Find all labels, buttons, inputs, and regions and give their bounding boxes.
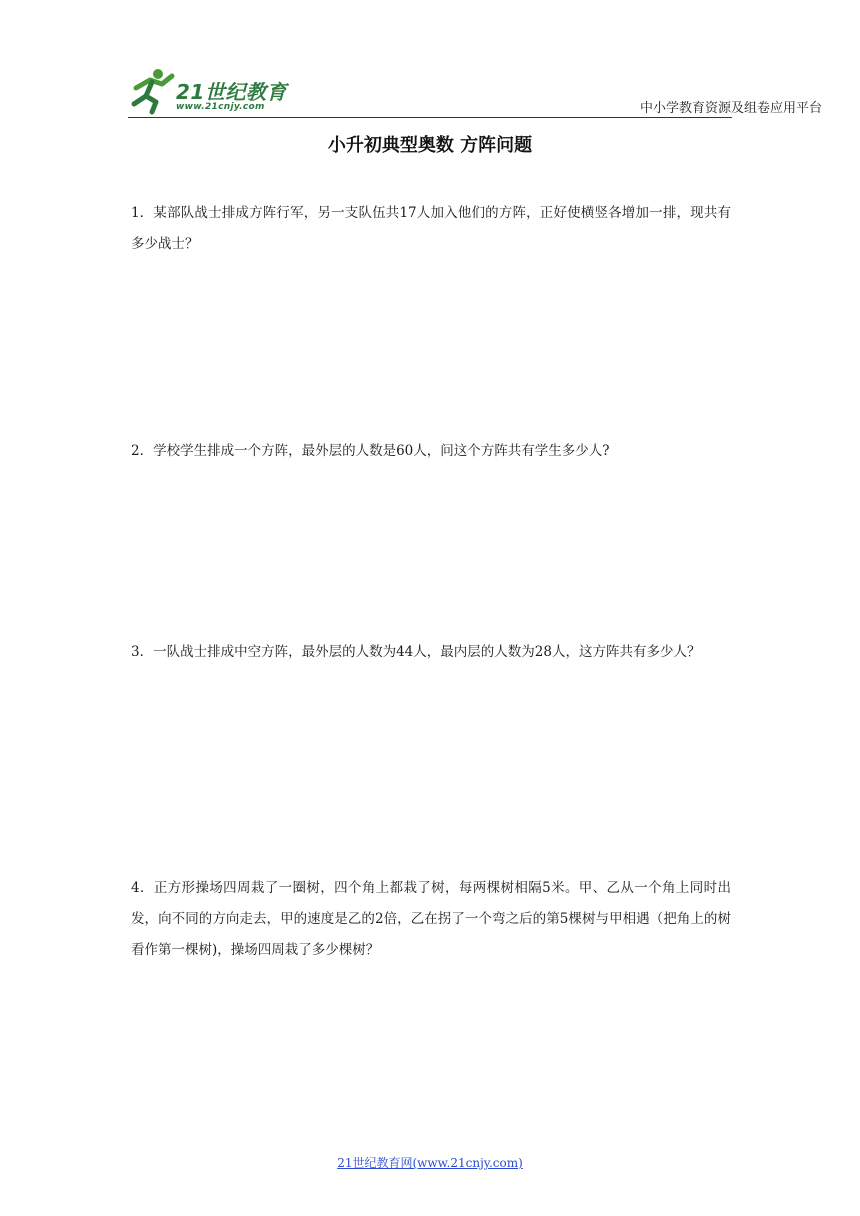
header-divider xyxy=(128,117,732,118)
question-2: 2．学校学生排成一个方阵，最外层的人数是60人，问这个方阵共有学生多少人? xyxy=(131,443,610,459)
question-4: 4．正方形操场四周栽了一圈树，四个角上都栽了树，每两棵树相隔5米。甲、乙从一个角上同时出发，向不同的方向走去，甲的速度是乙的2倍，乙在拐了一个弯之后的第5棵树与甲相遇（把角上的树看作第一棵树)，操场四周栽了多少棵树？ xyxy=(131,880,731,958)
logo-wordmark: 21世纪教育 xyxy=(176,80,287,104)
platform-label: 中小学教育资源及组卷应用平台 xyxy=(639,101,822,116)
site-logo[interactable] xyxy=(128,66,308,116)
running-figure-icon xyxy=(128,66,176,116)
document-title: 小升初典型奥数 方阵问题 xyxy=(327,135,533,156)
question-1: 1．某部队战士排成方阵行军，另一支队伍共17人加入他们的方阵，正好使横竖各增加一排，现共有多少战士？ xyxy=(131,205,731,252)
logo-url: www.21cnjy.com xyxy=(176,102,265,112)
footer-site-link[interactable]: 21世纪教育网(www.21cnjy.com) xyxy=(337,1156,523,1170)
question-3: 3．一队战士排成中空方阵，最外层的人数为44人，最内层的人数为28人，这方阵共有多少人？ xyxy=(131,644,701,660)
